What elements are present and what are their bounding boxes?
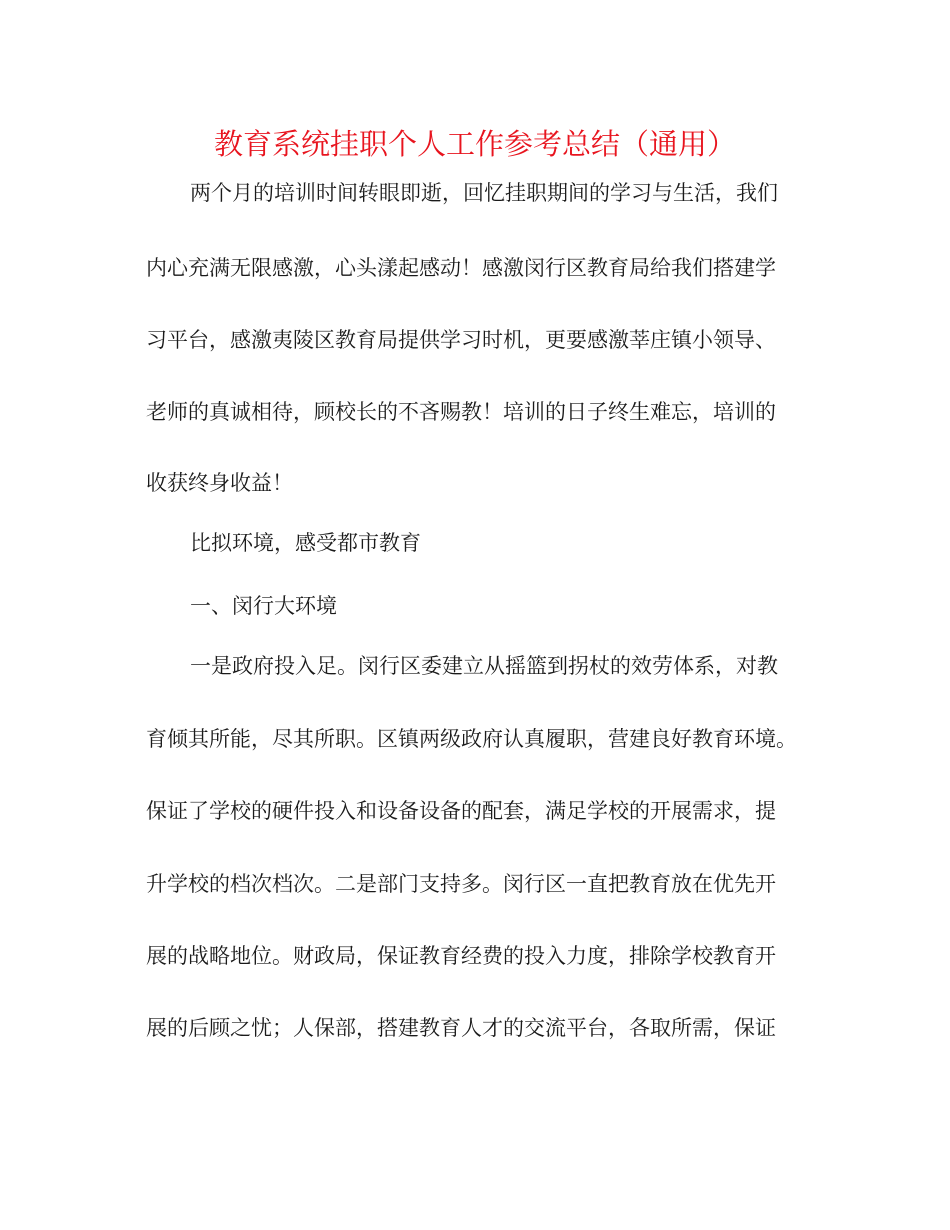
paragraph-line: 两个月的培训时间转眼即逝，回忆挂职期间的学习与生活，我们 [190,181,778,205]
paragraph-line: 展的后顾之忧；人保部，搭建教育人才的交流平台，各取所需，保证 [146,1016,776,1040]
paragraph-line: 育倾其所能，尽其所职。区镇两级政府认真履职，营建良好教育环境。 [146,727,797,751]
paragraph-line: 内心充满无限感激，心头漾起感动！感激闵行区教育局给我们搭建学 [146,256,776,280]
paragraph-line: 一是政府投入足。闵行区委建立从摇篮到拐杖的效劳体系，对教 [190,654,778,678]
paragraph-line: 保证了学校的硬件投入和设备设备的配套，满足学校的开展需求，提 [146,799,776,823]
paragraph-line: 展的战略地位。财政局，保证教育经费的投入力度，排除学校教育开 [146,944,776,968]
section-heading: 比拟环境，感受都市教育 [190,531,421,555]
paragraph-line: 习平台，感激夷陵区教育局提供学习时机，更要感激莘庄镇小领导、 [146,328,776,352]
paragraph-line: 收获终身收益！ [146,471,293,495]
paragraph-line: 老师的真诚相待，顾校长的不吝赐教！培训的日子终生难忘，培训的 [146,400,776,424]
document-title: 教育系统挂职个人工作参考总结（通用） [213,127,736,161]
section-heading: 一、闵行大环境 [190,594,337,618]
paragraph-line: 升学校的档次档次。二是部门支持多。闵行区一直把教育放在优先开 [146,872,776,896]
